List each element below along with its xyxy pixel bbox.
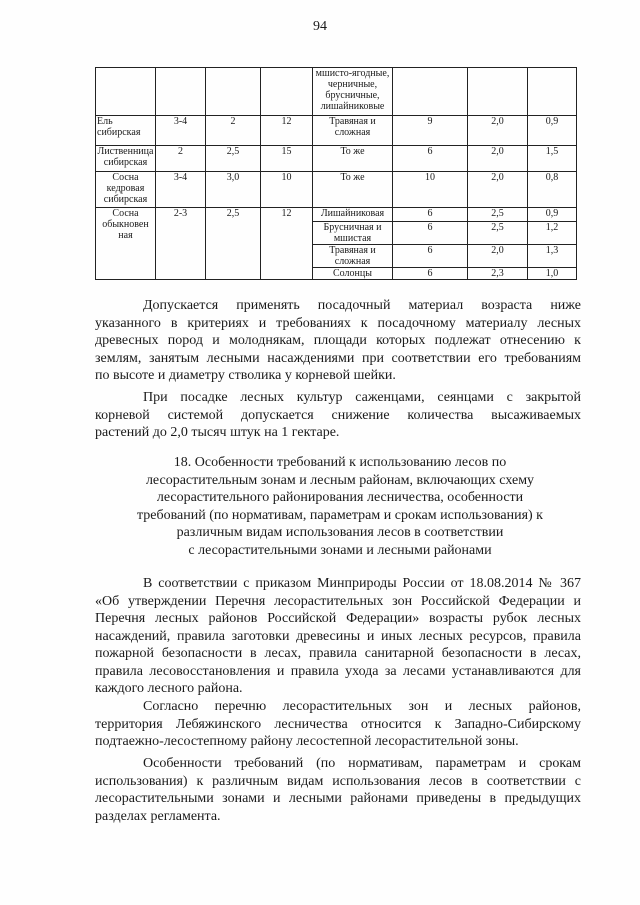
text-line: лесорастительными зонами и лесными районами приведены в предыдущих xyxy=(95,791,581,806)
text-line: указанного в критериях и требованиях к посадочному материалу лесных xyxy=(95,315,581,331)
table-cell xyxy=(96,68,156,116)
text-line: по высоте и диаметру стволика у корневой шейки. xyxy=(95,368,396,383)
table-cell: 12 xyxy=(261,116,313,146)
table-cell: 6 xyxy=(393,245,468,268)
table-cell: 2 xyxy=(206,116,261,146)
table-row xyxy=(96,172,577,208)
table-cell xyxy=(528,68,577,116)
text-line: корневой системой допускается снижение количества высаживаемых xyxy=(95,407,581,423)
table-cell: Брусничная и мшистая xyxy=(313,222,393,245)
table-cell: 10 xyxy=(261,172,313,208)
heading-line: требований (по нормативам, параметрам и срокам использования) к xyxy=(137,507,543,523)
table-cell: 9 xyxy=(393,116,468,146)
heading-line: лесорастительным зонам и лесным районам, включающих схему xyxy=(145,472,535,488)
table-cell: 2,5 xyxy=(468,208,528,222)
table-cell: 2,0 xyxy=(468,146,528,172)
table-cell: 2,5 xyxy=(206,208,261,280)
page-number: 94 xyxy=(313,19,327,34)
table-cell: 2 xyxy=(156,146,206,172)
table-cell: Ель сибирская xyxy=(96,116,156,146)
text-line: территория Лебяжинского лесничества относится к Западно-Сибирскому xyxy=(95,716,581,732)
table-cell: Сосна кедровая сибирская xyxy=(96,172,156,208)
table-row xyxy=(96,68,577,116)
table-cell: 1,5 xyxy=(528,146,577,172)
text-line: Допускается применять посадочный материал возраста ниже xyxy=(143,298,581,313)
table-row xyxy=(96,208,577,222)
table-cell xyxy=(468,68,528,116)
table-cell: 12 xyxy=(261,208,313,280)
table-cell: 0,9 xyxy=(528,116,577,146)
text-line: разделах регламента. xyxy=(95,808,221,824)
table-cell: 1,2 xyxy=(528,222,577,245)
text-line: растений до 2,0 тысяч штук на 1 гектаре. xyxy=(95,425,340,440)
table-cell: 15 xyxy=(261,146,313,172)
paragraph-1 xyxy=(95,297,581,385)
paragraph-4 xyxy=(95,698,581,751)
text-line: Согласно перечню лесорастительных зон и лесных районов, xyxy=(143,699,581,714)
planting-table xyxy=(95,67,577,280)
table-row xyxy=(96,116,577,146)
text-line: «Об утверждении Перечня лесорастительных зон Российской Федерации и xyxy=(95,593,581,609)
table-cell xyxy=(261,68,313,116)
table-cell: Травяная и сложная xyxy=(313,116,393,146)
section-heading xyxy=(120,454,560,559)
text-line: древесных пород и молоднякам, площади которых подлежат отнесению к xyxy=(95,333,581,348)
table-cell: 2,0 xyxy=(468,172,528,208)
text-line: использования) к различным видам использования лесов в соответствии с xyxy=(95,773,581,789)
table-cell: 0,8 xyxy=(528,172,577,208)
table-cell: Травяная и сложная xyxy=(313,245,393,268)
table-cell: Лиственница сибирская xyxy=(96,146,156,172)
text-line: Перечня лесных районов Российской Федерации» возрасты рубок лесных xyxy=(95,611,581,626)
table-cell: 2,0 xyxy=(468,245,528,268)
heading-line: с лесорастительными зонами и лесными районами xyxy=(188,542,492,558)
table-cell: 6 xyxy=(393,208,468,222)
table-cell: То же xyxy=(313,146,393,172)
table-cell: 3,0 xyxy=(206,172,261,208)
table-cell: Солонцы xyxy=(313,268,393,280)
table-cell xyxy=(393,68,468,116)
heading-line: различным видам использования лесов в соответствии xyxy=(176,525,504,540)
table-cell: 3-4 xyxy=(156,172,206,208)
table-cell: 6 xyxy=(393,222,468,245)
table-cell: Сосна обыкновен ная xyxy=(96,208,156,280)
table-cell: 10 xyxy=(393,172,468,208)
table-cell: 3-4 xyxy=(156,116,206,146)
text-line: каждого лесного района. xyxy=(95,681,243,696)
text-line: Особенности требований (по нормативам, параметрам и срокам xyxy=(143,756,581,771)
table-cell xyxy=(156,68,206,116)
paragraph-3 xyxy=(95,575,581,698)
table-cell: То же xyxy=(313,172,393,208)
table-row xyxy=(96,146,577,172)
table-cell: Лишайниковая xyxy=(313,208,393,222)
paragraph-2 xyxy=(95,389,581,442)
text-line: При посадке лесных культур саженцами, сеянцами с закрытой xyxy=(143,390,581,405)
heading-line: 18. Особенности требований к использованию лесов по xyxy=(173,455,507,470)
table-cell: 6 xyxy=(393,146,468,172)
text-line: землям, занятым лесными насаждениями при соответствии его требованиям xyxy=(95,350,581,366)
table-cell: 6 xyxy=(393,268,468,280)
table-cell: 2,5 xyxy=(206,146,261,172)
text-line: правила лесовосстановления и правила ухода за лесами устанавливаются для xyxy=(95,663,581,679)
paragraph-5 xyxy=(95,755,581,825)
table-cell: 0,9 xyxy=(528,208,577,222)
table-cell: 2,5 xyxy=(468,222,528,245)
table-cell: мшисто-ягодные, черничные, брусничные, лишайниковые xyxy=(313,68,393,116)
text-line: пожарной безопасности в лесах, правила санитарной безопасности в лесах, xyxy=(95,646,581,661)
table-cell: 1,3 xyxy=(528,245,577,268)
table-cell: 2,3 xyxy=(468,268,528,280)
heading-line: лесорастительного районирования лесничества, особенности xyxy=(156,490,524,505)
text-line: насаждений, правила заготовки древесины и иных лесных ресурсов, правила xyxy=(95,628,581,644)
text-line: В соответствии с приказом Минприроды России от 18.08.2014 № 367 xyxy=(143,576,581,591)
table-cell: 2,0 xyxy=(468,116,528,146)
table-cell xyxy=(206,68,261,116)
text-line: подтаежно-лесостепному району лесостепной лесорастительной зоны. xyxy=(95,734,519,749)
table-cell: 2-3 xyxy=(156,208,206,280)
table-cell: 1,0 xyxy=(528,268,577,280)
